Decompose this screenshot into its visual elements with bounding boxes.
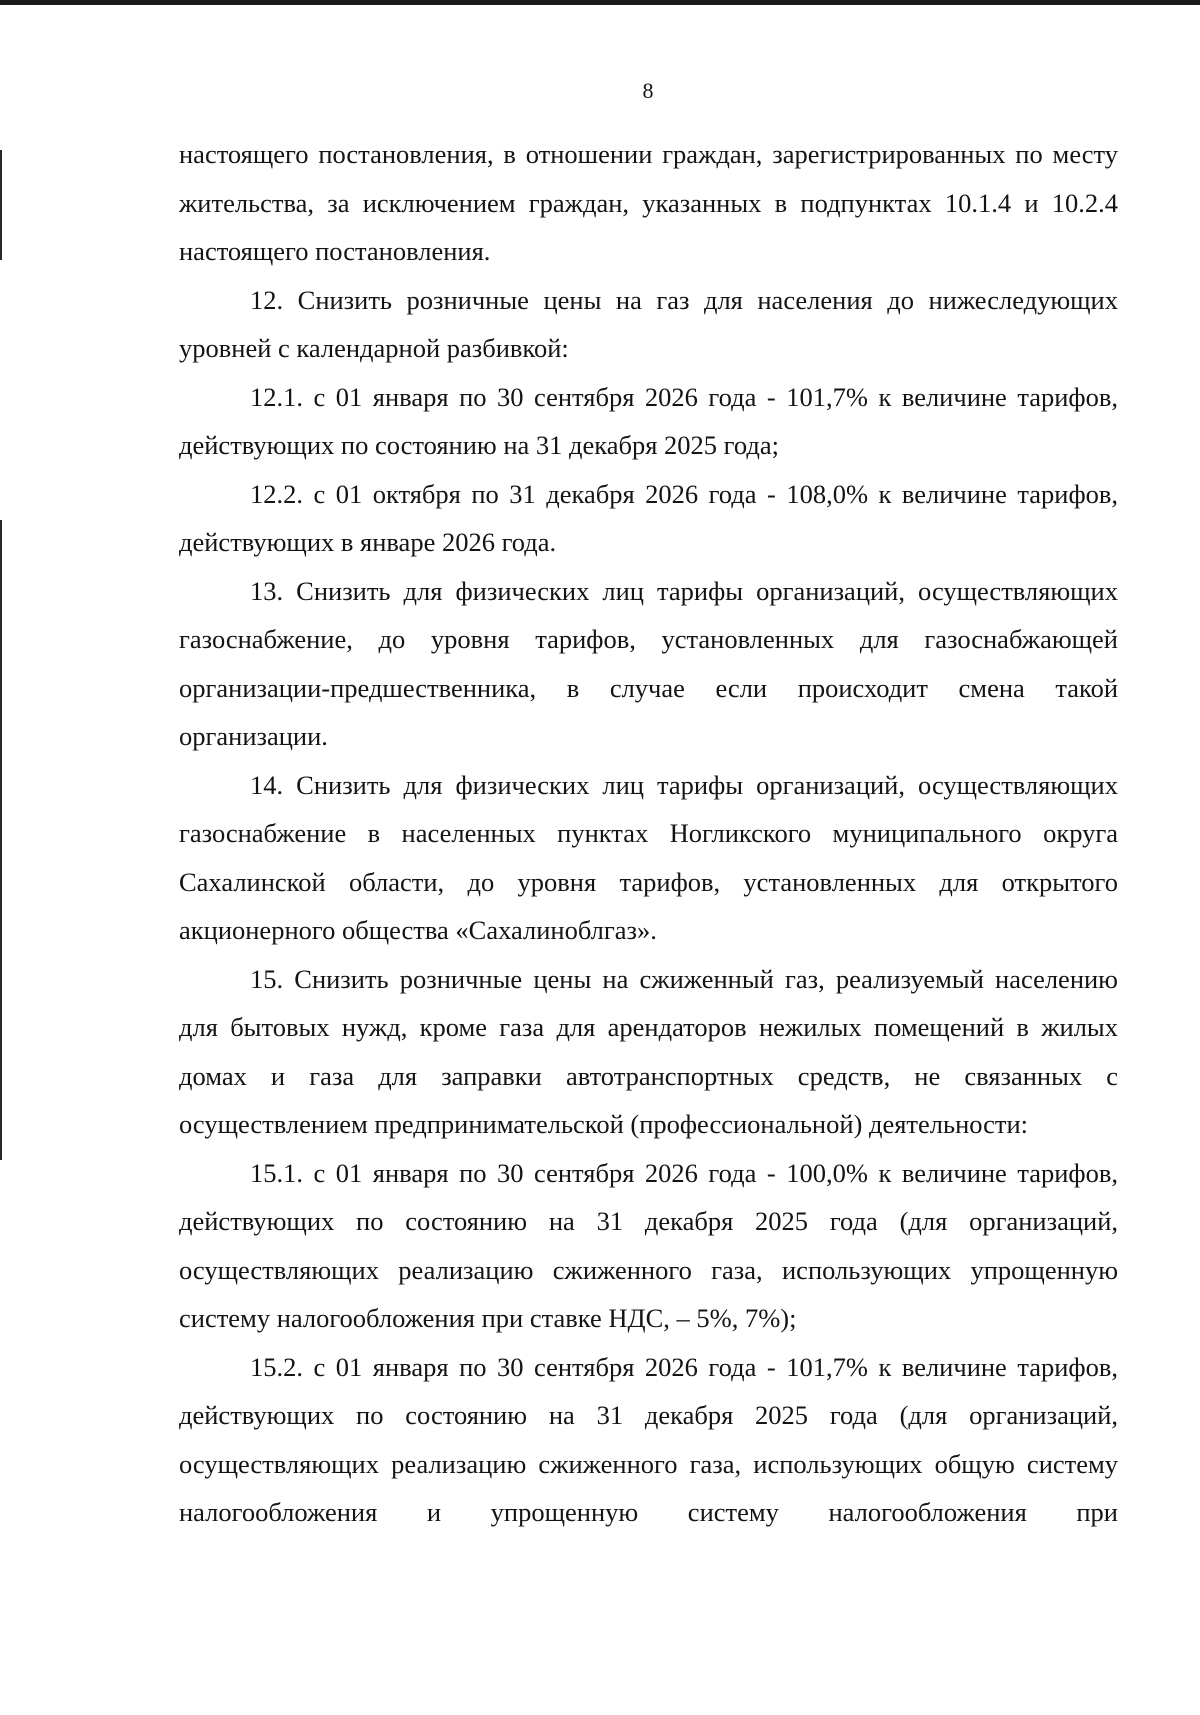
paragraph-item-15: 15. Снизить розничные цены на сжиженный газ, реализуемый населению для бытовых нужд, кроме газа для арендаторов нежилых помещений в жилых домах и газа для заправки автотранспортных средств, не связанных с осуществлением предпринимательской (профессиональной) деятельности: xyxy=(179,963,1118,1139)
paragraph-item-14: 14. Снизить для физических лиц тарифы организаций, осуществляющих газоснабжение в населенных пунктах Ногликского муниципального округа Сахалинской области, до уровня тарифов, установленных для открытого акционерного общества «Сахалиноблгаз». xyxy=(179,769,1118,945)
document-body xyxy=(179,130,1118,1537)
paragraph-item-12-2: 12.2. с 01 октября по 31 декабря 2026 года - 108,0% к величине тарифов, действующих в январе 2026 года. xyxy=(179,478,1118,557)
page-number: 8 xyxy=(642,78,654,103)
paragraph-item-15-2: 15.2. с 01 января по 30 сентября 2026 года - 101,7% к величине тарифов, действующих по состоянию на 31 декабря 2025 года (для организаций, осуществляющих реализацию сжиженного газа, использующих общую систему налогообложения и упрощенную систему налогообложения при xyxy=(179,1351,1118,1527)
scan-top-border xyxy=(0,0,1200,5)
paragraph-item-12: 12. Снизить розничные цены на газ для населения до нижеследующих уровней с календарной разбивкой: xyxy=(179,284,1118,363)
scan-left-edge-mark xyxy=(0,150,2,260)
scan-left-edge-mark xyxy=(0,520,2,1160)
paragraph-item-15-1: 15.1. с 01 января по 30 сентября 2026 года - 100,0% к величине тарифов, действующих по состоянию на 31 декабря 2025 года (для организаций, осуществляющих реализацию сжиженного газа, использующих упрощенную систему налогообложения при ставке НДС, – 5%, 7%); xyxy=(179,1157,1118,1333)
page-number-container xyxy=(0,78,1200,104)
paragraph-continuation: настоящего постановления, в отношении граждан, зарегистрированных по месту жительства, за исключением граждан, указанных в подпунктах 10.1.4 и 10.2.4 настоящего постановления. xyxy=(179,139,1118,266)
paragraph-item-13: 13. Снизить для физических лиц тарифы организаций, осуществляющих газоснабжение, до уровня тарифов, установленных для газоснабжающей организации-предшественника, в случае если происходит смена такой организации. xyxy=(179,575,1118,751)
paragraph-item-12-1: 12.1. с 01 января по 30 сентября 2026 года - 101,7% к величине тарифов, действующих по состоянию на 31 декабря 2025 года; xyxy=(179,381,1118,460)
